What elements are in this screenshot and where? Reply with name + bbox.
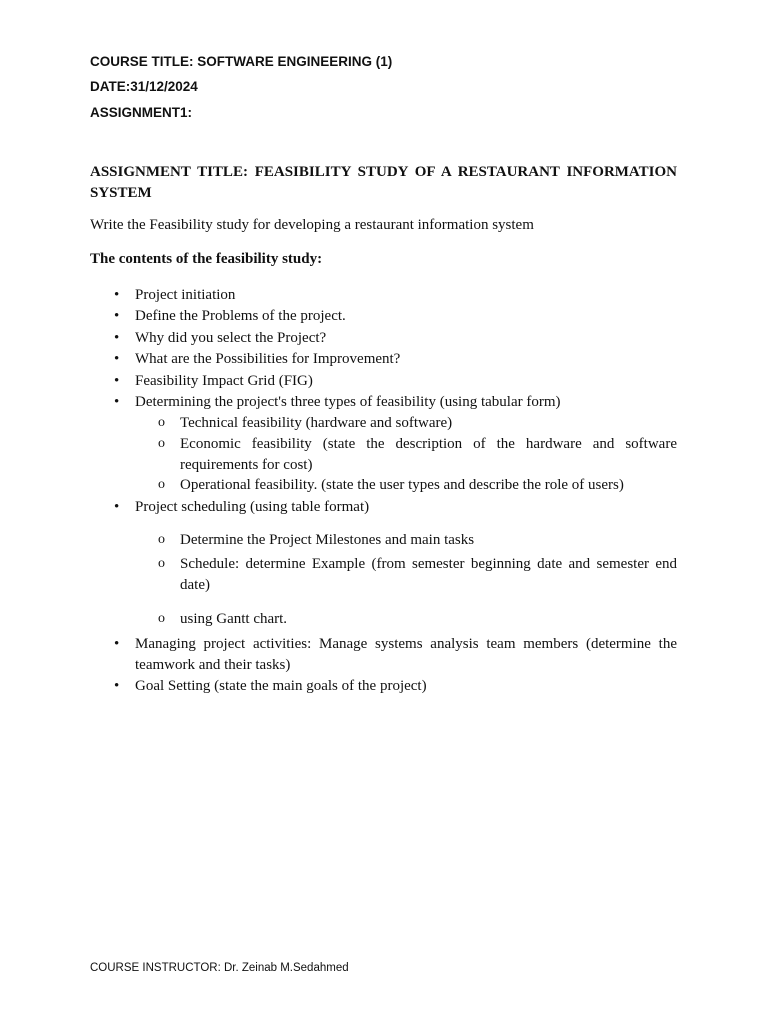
circle-bullet-icon: o [158, 556, 165, 571]
sub-list-item: Determine the Project Milestones and main tasks [180, 532, 475, 548]
circle-bullet-icon: o [158, 436, 165, 451]
list-item: Why did you select the Project? [135, 330, 327, 346]
bullet-icon: • [114, 394, 120, 410]
bullet-icon: • [114, 308, 120, 324]
bullet-icon: • [114, 499, 120, 515]
date: DATE:31/12/2024 [90, 79, 198, 94]
course-title: COURSE TITLE: SOFTWARE ENGINEERING (1) [90, 54, 393, 69]
sub-list-item: using Gantt chart. [180, 611, 288, 627]
circle-bullet-icon: o [158, 477, 165, 492]
bullet-icon: • [114, 678, 120, 694]
bullet-icon: • [114, 287, 120, 303]
list-item: Define the Problems of the project. [135, 308, 346, 324]
sub-list-item: Operational feasibility. (state the user types and describe the role of users) [180, 477, 624, 493]
intro-text: Write the Feasibility study for developing a restaurant information system [90, 217, 534, 233]
course-instructor: COURSE INSTRUCTOR: Dr. Zeinab M.Sedahmed [90, 962, 349, 974]
list-item: Feasibility Impact Grid (FIG) [135, 373, 313, 389]
contents-heading: The contents of the feasibility study: [90, 251, 323, 267]
sub-list-item: Schedule: determine Example (from semester beginning date and semester end date) [180, 556, 677, 593]
bullet-icon: • [114, 636, 120, 652]
list-item: Project scheduling (using table format) [135, 499, 370, 515]
list-item: Project initiation [135, 287, 236, 303]
bullet-icon: • [114, 351, 120, 367]
circle-bullet-icon: o [158, 415, 165, 430]
circle-bullet-icon: o [158, 532, 165, 547]
bullet-icon: • [114, 330, 120, 346]
list-item: What are the Possibilities for Improvement? [135, 351, 401, 367]
list-item: Managing project activities: Manage systems analysis team members (determine the teamwork and their tasks) [135, 636, 677, 673]
list-item: Goal Setting (state the main goals of the project) [135, 678, 427, 694]
sub-list-item: Economic feasibility (state the description of the hardware and software requirements for cost) [180, 436, 677, 473]
sub-list-item: Technical feasibility (hardware and software) [180, 415, 453, 431]
assignment-label: ASSIGNMENT1: [90, 105, 193, 120]
list-item: Determining the project's three types of feasibility (using tabular form) [135, 394, 561, 410]
assignment-title: ASSIGNMENT TITLE: FEASIBILITY STUDY OF A RESTAURANT INFORMATION SYSTEM [90, 164, 677, 201]
bullet-icon: • [114, 373, 120, 389]
circle-bullet-icon: o [158, 611, 165, 626]
